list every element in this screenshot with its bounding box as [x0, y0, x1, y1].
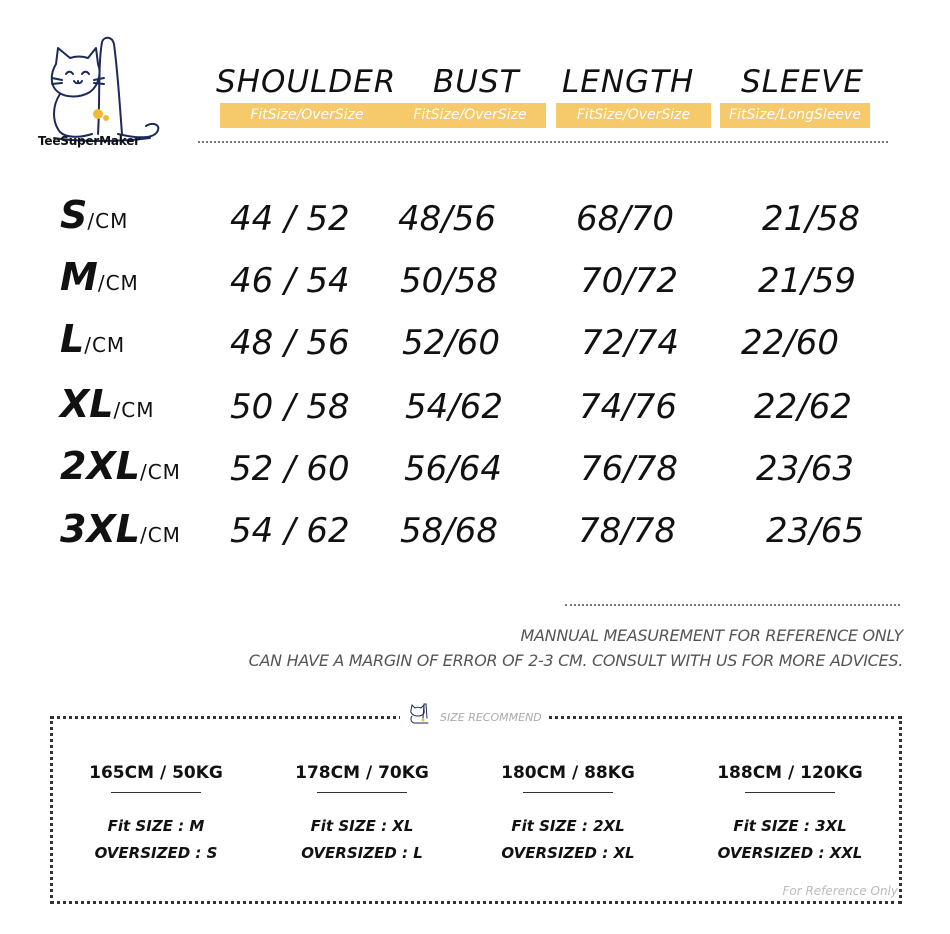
- fit-size: Fit SIZE : XL: [310, 817, 414, 835]
- reference-footnote: For Reference Only: [782, 884, 898, 898]
- cell-length: 70/72: [580, 261, 678, 301]
- subheader-bust: FitSize/OverSize: [394, 103, 546, 128]
- recommend-item: [262, 763, 462, 862]
- cell-bust: 54/62: [405, 387, 503, 427]
- notes-divider: [565, 604, 900, 606]
- header-bust: BUST: [433, 64, 520, 100]
- cell-shoulder: 46 / 54: [230, 261, 350, 301]
- oversized-size: OVERSIZED : XL: [501, 844, 635, 862]
- size-label-m: M/CM: [60, 255, 139, 299]
- subheader-shoulder: FitSize/OverSize: [220, 103, 394, 128]
- cell-bust: 52/60: [402, 323, 500, 363]
- note-margin-error: CAN HAVE A MARGIN OF ERROR OF 2-3 CM. CONSULT WITH US FOR MORE ADVICES.: [248, 651, 903, 670]
- cell-sleeve: 23/65: [766, 511, 864, 551]
- brand-name: TeeSuperMaker: [38, 134, 140, 148]
- header-divider: [198, 141, 888, 143]
- cell-sleeve: 23/63: [756, 449, 854, 489]
- size-recommend-label: SIZE RECOMMEND: [440, 710, 542, 724]
- cell-shoulder: 48 / 56: [230, 323, 350, 363]
- size-label-xl: XL/CM: [60, 382, 155, 426]
- subheader-length: FitSize/OverSize: [556, 103, 711, 128]
- header-shoulder: SHOULDER: [216, 64, 397, 100]
- height-weight: 165CM / 50KG: [89, 763, 223, 783]
- recommend-item: [56, 763, 256, 862]
- size-label-3xl: 3XL/CM: [60, 507, 181, 551]
- cell-bust: 56/64: [404, 449, 502, 489]
- divider: [317, 792, 407, 793]
- cell-sleeve: 22/60: [741, 323, 839, 363]
- cell-length: 76/78: [580, 449, 678, 489]
- divider: [745, 792, 835, 793]
- height-weight: 188CM / 120KG: [717, 763, 863, 783]
- cell-bust: 48/56: [398, 199, 496, 239]
- divider: [523, 792, 613, 793]
- size-label-2xl: 2XL/CM: [60, 444, 181, 488]
- cell-sleeve: 22/62: [754, 387, 852, 427]
- size-recommend-title: [400, 702, 548, 732]
- cell-length: 78/78: [578, 511, 676, 551]
- cell-length: 74/76: [579, 387, 677, 427]
- oversized-size: OVERSIZED : XXL: [717, 844, 863, 862]
- size-label-l: L/CM: [60, 317, 126, 361]
- cell-shoulder: 44 / 52: [230, 199, 350, 239]
- fit-size: Fit SIZE : 3XL: [733, 817, 847, 835]
- header-sleeve: SLEEVE: [741, 64, 864, 100]
- cell-shoulder: 52 / 60: [230, 449, 350, 489]
- height-weight: 180CM / 88KG: [501, 763, 635, 783]
- fit-size: Fit SIZE : 2XL: [511, 817, 625, 835]
- cell-sleeve: 21/58: [762, 199, 860, 239]
- fit-size: Fit SIZE : M: [107, 817, 205, 835]
- note-reference: MANNUAL MEASUREMENT FOR REFERENCE ONLY: [520, 626, 903, 645]
- cell-length: 72/74: [581, 323, 679, 363]
- header-length: LENGTH: [562, 64, 695, 100]
- cell-shoulder: 54 / 62: [230, 511, 350, 551]
- height-weight: 178CM / 70KG: [295, 763, 429, 783]
- mini-cat-logo-icon: [406, 702, 436, 732]
- cell-bust: 50/58: [400, 261, 498, 301]
- cell-length: 68/70: [576, 199, 674, 239]
- subheader-sleeve: FitSize/LongSleeve: [720, 103, 870, 128]
- recommend-item: [690, 763, 890, 862]
- oversized-size: OVERSIZED : S: [94, 844, 218, 862]
- cell-sleeve: 21/59: [758, 261, 856, 301]
- oversized-size: OVERSIZED : L: [301, 844, 423, 862]
- cell-bust: 58/68: [400, 511, 498, 551]
- cell-shoulder: 50 / 58: [230, 387, 350, 427]
- recommend-item: [468, 763, 668, 862]
- divider: [111, 792, 201, 793]
- size-label-s: S/CM: [60, 193, 129, 237]
